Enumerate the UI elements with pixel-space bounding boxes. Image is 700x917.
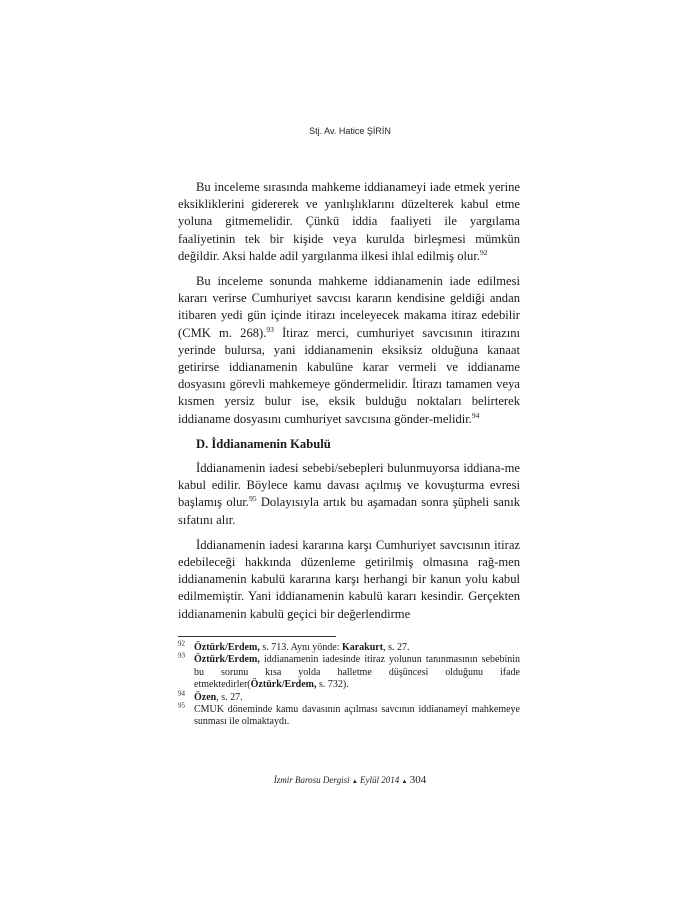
page-number: 304 <box>409 774 427 786</box>
footnote-ref-93[interactable]: 93 <box>266 324 274 334</box>
footnote-text: s. 713. Aynı yönde: <box>259 642 342 653</box>
paragraph-4: İddianamenin iadesi kararına karşı Cumhuriyet savcısının itiraz edebileceği hakkında düzenleme getirilmiş olmasına rağ-men iddianamenin kabulü kararına karşı herhangi bir kanun yolu kabul edilmemiştir. Yani iddianamenin kabulü kararı kesindir. Gerçekten iddianamenin kabulü geçici bir değerlendirme <box>178 537 520 621</box>
footnote-ref-92[interactable]: 92 <box>479 247 488 257</box>
page-footer <box>0 774 700 786</box>
footnote-ref-94[interactable]: 94 <box>471 410 480 420</box>
section-heading: D. İddianamenin Kabulü <box>196 436 331 451</box>
journal-name: İzmir Barosu Dergisi <box>273 775 350 785</box>
footnote-text: s. 732). <box>316 679 349 691</box>
footnote-citation: Öztürk/Erdem, <box>194 654 260 666</box>
footnote-separator <box>178 636 336 637</box>
paragraph-3-text-a: İddianamenin iadesi sebebi/sebepleri bulunmuyorsa iddiana-me kabul edilir. Böylece kamu davası açılmış ve kovuşturma evresi başlamış olur. <box>178 461 520 510</box>
footnotes <box>178 639 520 729</box>
footnote-text: , s. 27. <box>216 691 243 703</box>
footnote-93 <box>178 654 520 691</box>
footnote-text: CMUK döneminde kamu davasının açılması savcının iddianameyi mahkemeye sunması ile olmaktaydı. <box>194 704 520 728</box>
footnote-citation: Karakurt <box>341 642 384 653</box>
paragraph-1 <box>178 179 520 265</box>
footnote-number: 92 <box>178 639 185 648</box>
paragraph-1-text: Bu inceleme sırasında mahkeme iddianameyi iade etmek yerine eksikliklerini gidererek ve yanlışlıklarını düzelterek kabul etme yoluna gitmemelidir. Çünkü iddia faaliyeti ile yargılama faaliyetinin tek bir kişide veya kurulda birleşmesi mümkün değildir. Aksi halde adil yargılanma ilkesi ihlal edilmiş olur. <box>178 180 520 263</box>
paragraph-2-text-b: İtiraz merci, cumhuriyet savcısının itirazını yerinde bulursa, yani iddianamenin eksiksiz olduğuna kanaat getirirse iddianamenin kabulüne karar vermeli ve iddianame dosyasını görevli mahkemeye göndermelidir. İtirazı tamamen veya kısmen yersiz bulur ise, eksik bulduğu noktaları belirterek iddianame dosyasını cumhuriyet savcısına gönder-melidir. <box>178 325 520 426</box>
footnote-92 <box>178 639 520 654</box>
running-header: Stj. Av. Hatice ŞİRİN <box>309 126 391 136</box>
separator-triangle-icon: ▲ <box>351 779 358 785</box>
footnote-number: 94 <box>178 689 185 698</box>
footnote-number: 95 <box>178 701 185 710</box>
paragraph-3 <box>178 460 520 529</box>
body-text <box>178 179 520 631</box>
footnote-citation: Öztürk/Erdem, <box>194 642 260 653</box>
footnote-94 <box>178 689 520 704</box>
footnote-text: iddianamenin iadesinde itiraz yolunun tanınmasının sebebinin bu sorunu kısa yolda halletme düşüncesi olduğunu ifade etmektedirler( <box>194 654 520 691</box>
separator-triangle-icon: ▲ <box>401 779 408 785</box>
footnote-citation: Özen <box>194 691 217 703</box>
footnote-number: 93 <box>178 652 185 661</box>
paragraph-2-text-a: Bu inceleme sonunda mahkeme iddianamenin iade edilmesi kararı verirse Cumhuriyet savcısı kararın kendisine geldiği andan itibaren yedi gün içinde itirazı inceleyecek makama itiraz edebilir (CMK m. 268). <box>178 274 520 340</box>
paragraph-2 <box>178 273 520 428</box>
paragraph-3-text-b: Dolayısıyla artık bu aşamadan sonra şüpheli sanık sıfatını alır. <box>178 495 520 527</box>
footnote-text: , s. 27. <box>383 642 410 653</box>
footnote-ref-95[interactable]: 95 <box>249 494 257 504</box>
footnote-95 <box>178 701 520 729</box>
footnote-citation: Öztürk/Erdem, <box>250 679 317 691</box>
issue-date: Eylül 2014 <box>360 775 400 785</box>
